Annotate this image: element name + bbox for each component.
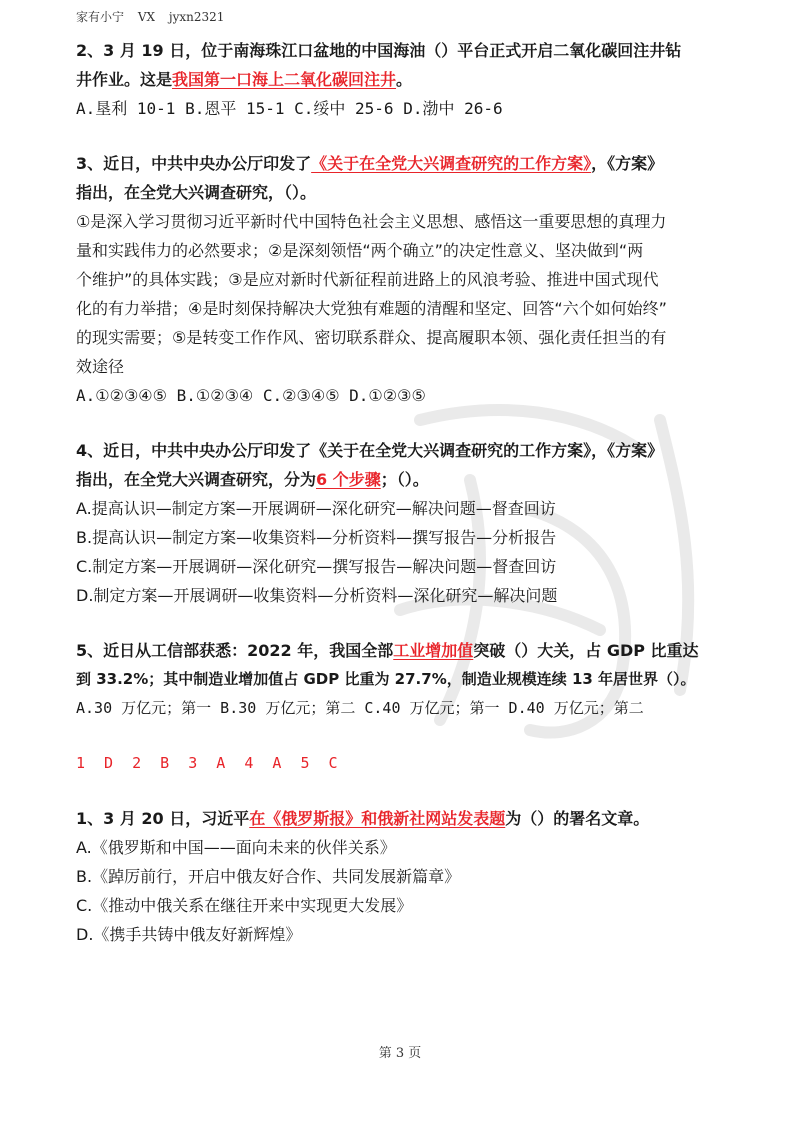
question-3 [76,149,736,410]
q5-stem-line-1 [76,636,736,665]
question-1 [76,804,736,949]
q3-stem-line-1 [76,149,736,178]
question-4 [76,436,736,610]
question-2 [76,36,736,123]
q3-body-line: 效途径 [76,357,125,376]
q2-highlight: 我国第一口海上二氧化碳回注井 [172,70,397,89]
q3-body-line: 的现实需要；⑤是转变工作作风、密切联系群众、提高履职本领、强化责任担当的有 [76,328,667,347]
q3-text: 3、近日，中共中央办公厅印发了 [76,154,312,173]
q1-highlight: 在《俄罗斯报》和俄新社网站发表题 [249,809,506,828]
q4-option-c: C.制定方案—开展调研—深化研究—撰写报告—解决问题—督查回访 [76,557,557,576]
q1-text: 1、3 月 20 日，习近平 [76,809,250,828]
q2-options: A.垦利 10-1 B.恩平 15-1 C.绥中 25-6 D.渤中 26-6 [76,99,503,118]
q5-text-end: 突破（）大关，占 GDP 比重达 [473,641,699,660]
q5-stem-line-2: 到 33.2%；其中制造业增加值占 GDP 比重为 27.7%，制造业规模连续 13 年居世界（）。 [76,670,696,688]
page-header [76,8,234,25]
q4-text-end: ；（）。 [380,470,429,489]
q1-option-c: C.《推动中俄关系在继往开来中实现更大发展》 [76,896,413,915]
q5-highlight: 工业增加值 [393,641,474,660]
q1-option-d: D.《携手共铸中俄友好新辉煌》 [76,925,302,944]
header-brand: 家有小宁 [76,10,125,24]
q4-option-a: A.提高认识—制定方案—开展调研—深化研究—解决问题—督查回访 [76,499,556,518]
header-id: jyxn2321 [168,10,225,24]
q5-text: 5、近日从工信部获悉：2022 年，我国全部 [76,641,394,660]
header-vx: VX [137,10,156,24]
q3-body-line: 个维护”的具体实践；③是应对新时代新征程前进路上的风浪考验、推进中国式现代 [76,270,659,289]
q3-options: A.①②③④⑤ B.①②③④ C.②③④⑤ D.①②③⑤ [76,386,426,405]
q4-stem-line-2 [76,465,736,494]
q4-text: 指出，在全党大兴调查研究，分为 [76,470,317,489]
q3-highlight: 《关于在全党大兴调查研究的工作方案》 [311,154,592,173]
page-number: 第 3 页 [378,1046,422,1061]
q3-body-line: ①是深入学习贯彻习近平新时代中国特色社会主义思想、感悟这一重要思想的真理力 [76,212,667,231]
q2-stem-line-2 [76,65,736,94]
answer-key: 1 D 2 B 3 A 4 A 5 C [76,754,343,772]
q2-stem-line-1: 2、3 月 19 日，位于南海珠江口盆地的中国海油（）平台正式开启二氧化碳回注井钻 [76,41,682,60]
q4-option-d: D.制定方案—开展调研—收集资料—分析资料—深化研究—解决问题 [76,586,558,605]
q1-option-b: B.《踔厉前行，开启中俄友好合作、共同发展新篇章》 [76,867,461,886]
q1-stem-line-1 [76,804,736,833]
q4-stem-line-1: 4、近日，中共中央办公厅印发了《关于在全党大兴调查研究的工作方案》，《方案》 [76,441,664,460]
q3-stem-line-2: 指出，在全党大兴调查研究，（）。 [76,183,317,202]
q3-body-line: 量和实践伟力的必然要求；②是深刻领悟“两个确立”的决定性意义、坚决做到“两 [76,241,644,260]
document-body [76,36,736,949]
q4-highlight: 6 个步骤 [316,470,381,489]
q5-options: A.30 万亿元；第一 B.30 万亿元；第二 C.40 万亿元；第一 D.40 万亿元；第二 [76,699,644,717]
q1-text-end: 为（）的署名文章。 [505,809,650,828]
question-5 [76,636,736,723]
q3-body-line: 化的有力举措；④是时刻保持解决大党独有难题的清醒和坚定、回答“六个如何始终” [76,299,667,318]
q4-option-b: B.提高认识—制定方案—收集资料—分析资料—撰写报告—分析报告 [76,528,557,547]
q2-text: 井作业。这是 [76,70,173,89]
q1-option-a: A.《俄罗斯和中国——面向未来的伙伴关系》 [76,838,396,857]
q3-text-end: ，《方案》 [591,154,664,173]
q2-text-end: 。 [396,70,413,89]
